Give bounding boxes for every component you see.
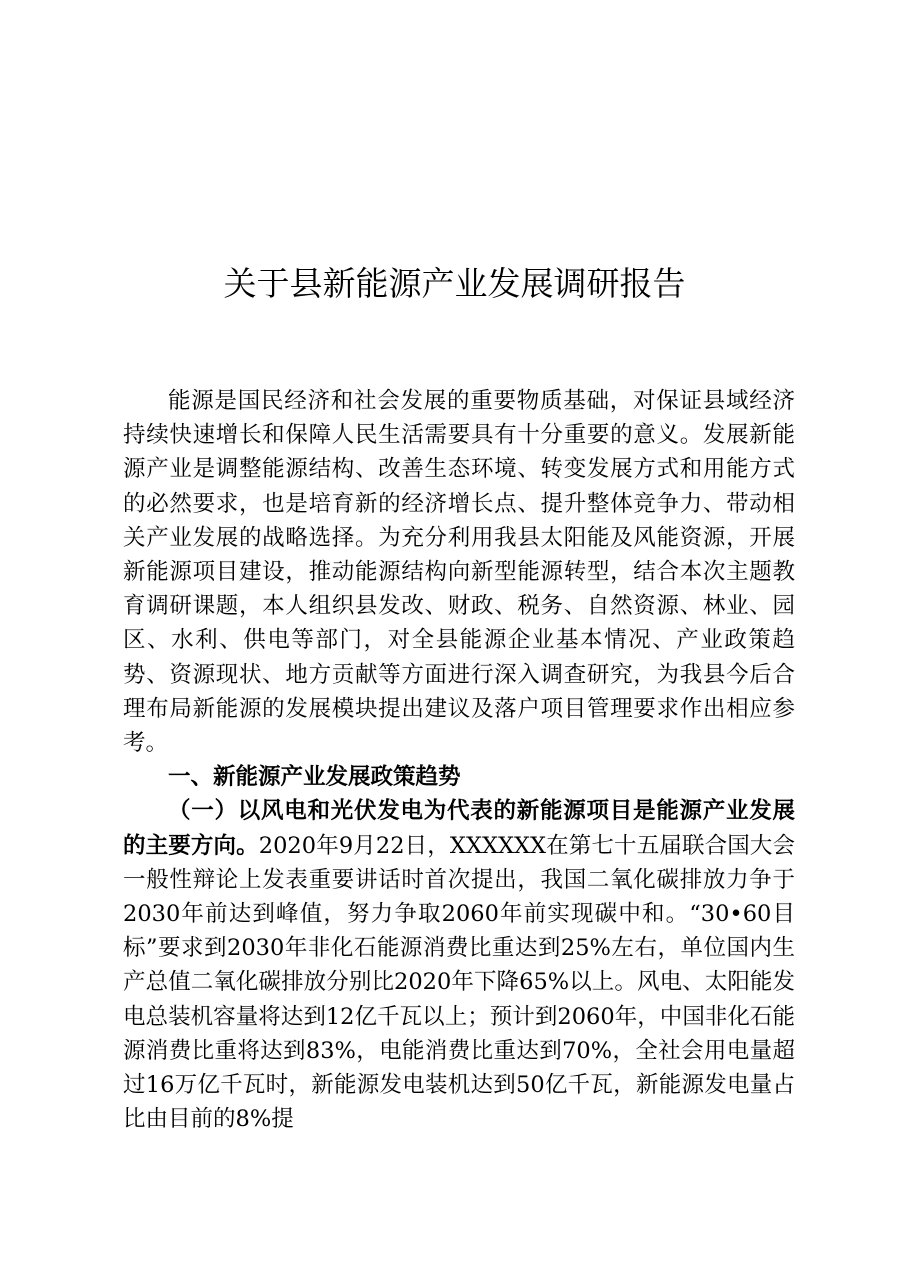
subsection-body: 2020年9月22日，XXXXXX在第七十五届联合国大会一般性辩论上发表重要讲话时首次提出，我国二氧化碳排放力争于2030年前达到峰值，努力争取2060年前实现碳中和。“30•60目标”要求到2030年非化石能源消费比重达到25%左右，单位国内生产总值二氧化碳排放分别比2020年下降65%以上。风电、太阳能发电总装机容量将达到12亿千瓦以上；预计到2060年，中国非化石能源消费比重将达到83%，电能消费比重达到70%，全社会用电量超过16万亿千瓦时，新能源发电装机达到50亿千瓦，新能源发电量占比由目前的8%提	[123, 832, 795, 1133]
section-heading: 一、新能源产业发展政策趋势	[168, 764, 461, 791]
subsection-paragraph	[123, 794, 795, 1136]
document-body	[123, 384, 795, 1136]
subsection-lead: （一）以风电和光伏发电为代表的新能源项目是能源产业发展的主要方向。	[123, 798, 795, 859]
intro-paragraph: 能源是国民经济和社会发展的重要物质基础，对保证县域经济持续快速增长和保障人民生活需要具有十分重要的意义。发展新能源产业是调整能源结构、改善生态环境、转变发展方式和用能方式的必然要求，也是培育新的经济增长点、提升整体竞争力、带动相关产业发展的战略选择。为充分利用我县太阳能及风能资源，开展新能源项目建设，推动能源结构向新型能源转型，结合本次主题教育调研课题，本人组织县发改、财政、税务、自然资源、林业、园区、水利、供电等部门，对全县能源企业基本情况、产业政策趋势、资源现状、地方贡献等方面进行深入调查研究，为我县今后合理布局新能源的发展模块提出建议及落户项目管理要求作出相应参考。	[123, 388, 795, 757]
page-title: 关于县新能源产业发展调研报告	[223, 264, 686, 303]
